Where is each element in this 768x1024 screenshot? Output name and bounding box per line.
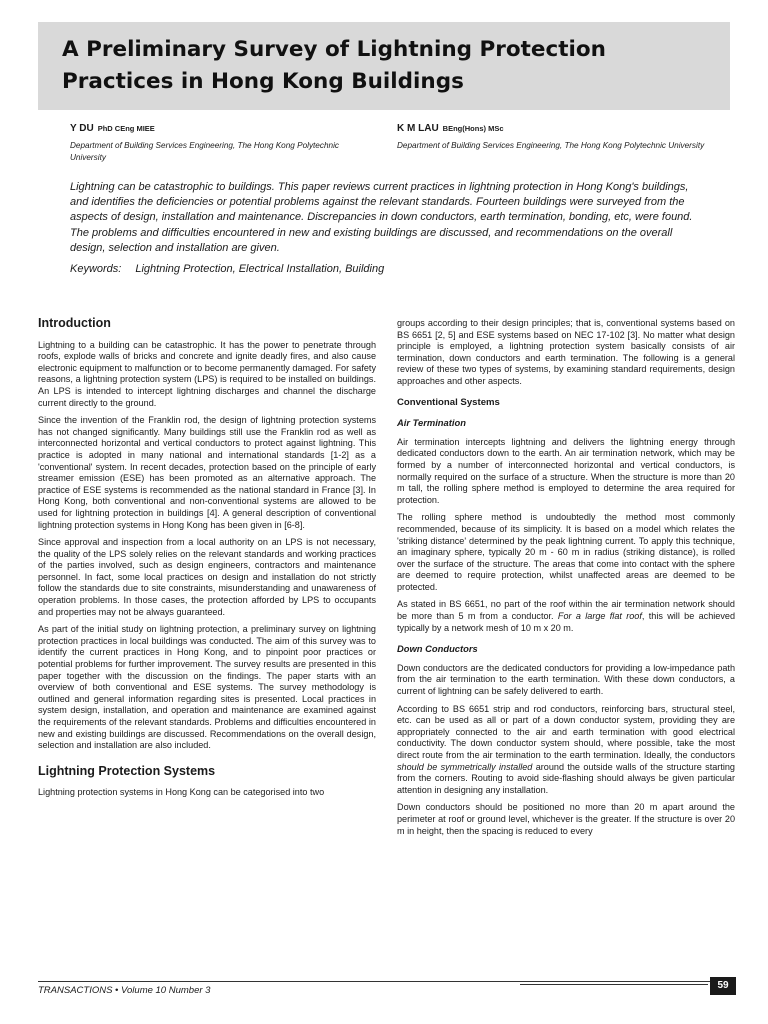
abstract: Lightning can be catastrophic to buildings. This paper reviews current practices in lightning protection in Hong Kong's buildings, and identifies the deficiencies or potential problems against the relevant standards. Fourteen buildings were surveyed from the aspects of design, installation and maintenance. Discrepancies in down conductors, earth termination, bonding, etc, were found. The problems and difficulties encountered in new and existing buildings are discussed, and recommendations on the overall design, selection and installation are given.: [70, 181, 693, 254]
author-name: K M LAU: [397, 123, 439, 134]
italic-run: For a large flat roof: [557, 611, 642, 622]
journal-name: TRANSACTIONS • Volume 10 Number 3: [38, 985, 211, 996]
paragraph: The rolling sphere method is undoubtedly the method most commonly recommended, because of its simplicity. It is based on a model which relates the 'striking distance' determined by the peak lightning current. To apply this technique, an imaginary sphere, typically 20 m - 60 m in radius (striking distance), is rolled over the surface of the structure. The areas that come into contact with the sphere are deemed to require protection, whilst unaffected areas are deemed to be protected.: [397, 512, 735, 592]
paragraph: Lightning to a building can be catastrophic. It has the power to penetrate through roofs, explode walls of bricks and concrete and ignite deadly fires, and also cause electronic equipment to malfunction or to become permanently damaged. For safety reasons, a lightning protection system (LPS) is required to be installed on buildings. An LPS is intended to intercept lightning discharges and channel the discharge current directly to the ground.: [38, 339, 376, 408]
text-run: According to BS 6651 strip and rod conductors, reinforcing bars, structural steel, etc. can be used as all or part of a down conductor system, providing they are appropriately connected to the air and earth termination with good electrical conductivity. The down conductor system should, where possible, take the most direct route from the air termination to the earth termination. Ideally, the conductors: [397, 703, 735, 760]
subsubsection-heading-down-conductors: Down Conductors: [397, 643, 478, 655]
italic-run: should be symmetrically installed: [397, 761, 533, 772]
footer-rule-secondary: [520, 984, 708, 985]
text-run: , this will be achieved typically by a network mesh of 10 m x 20 m.: [397, 611, 735, 633]
author-degrees: BEng(Hons) MSc: [442, 124, 504, 133]
author-name: Y DU: [70, 123, 94, 134]
right-column: [397, 318, 735, 843]
keywords-list: Lightning Protection, Electrical Installation, Building: [135, 263, 385, 275]
paragraph: Down conductors should be positioned no more than 20 m apart around the perimeter at roof or ground level, whichever is the greater. If the structure is over 20 m in height, then the spacing is reduced to every: [397, 802, 735, 836]
text-run: As stated in BS 6651, no part of the roof within the air termination network should be more than 5 m from a conductor.: [397, 599, 735, 622]
paragraph: As part of the initial study on lightning protection, a preliminary survey on lightning protection practices in local buildings was conducted. The aim of this survey was to identify the current practices in Hong Kong, and to pinpoint poor practices or potential problems for further improvement. The survey results are presented in this paper together with the discussion on the findings. The paper starts with an overview of both conventional and ESE systems. The survey methodology is outlined and general information regarding sites is presented. Local practices in system design, installation, and operation and maintenance are examined against the requirements of the relevant standards. Problems and difficulties encountered in new and existing buildings are discussed. Recommendations on the overall design, selection and installation are also included.: [38, 624, 376, 751]
page-number: 59: [710, 977, 736, 995]
author-1: [70, 123, 155, 134]
paper-title: A Preliminary Survey of Lightning Protection Practices in Hong Kong Buildings: [62, 37, 606, 94]
keywords-label: Keywords:: [70, 263, 122, 275]
left-column: [38, 318, 376, 805]
paragraph: Lightning protection systems in Hong Kong can be categorised into two: [38, 787, 325, 798]
subsubsection-heading-air-termination: Air Termination: [397, 417, 466, 429]
paragraph: Down conductors are the dedicated conductors for providing a low-impedance path from the air termination to the earth termination. With these down conductors, a current of lightning can be safely delivered to earth.: [397, 662, 735, 697]
paragraph: Since approval and inspection from a local authority on an LPS is not necessary, the quality of the LPS solely relies on the relevant standards and working practices of the parties involved, such as design engineers, contractors and maintenance personnel. In fact, some local practices on design and installation do not strictly follow the standards due to site constraints, misunderstanding and unawareness of operation problems. In those cases, the protection afforded by LPS to occupants and properties may not be always guaranteed.: [38, 537, 376, 617]
section-heading-introduction: Introduction: [38, 316, 111, 330]
author-2: [397, 123, 504, 134]
author-1-affiliation: Department of Building Services Engineering, The Hong Kong Polytechnic University: [70, 141, 339, 162]
paragraph: [397, 599, 735, 634]
text-run: around the outside walls of the structure starting from the corners. Routing to avoid side-flashing should always be given particular attention in designing any installation.: [397, 761, 735, 795]
section-heading-lps: Lightning Protection Systems: [38, 763, 216, 778]
author-degrees: PhD CEng MIEE: [97, 124, 155, 133]
author-2-affiliation: Department of Building Services Engineering, The Hong Kong Polytechnic University: [397, 141, 705, 150]
paragraph: Air termination intercepts lightning and delivers the lightning energy through dedicated conductors down to the earth. An air termination network, which may be formed by a number of interconnected horizontal and vertical conductors, is normally required on the surface of a structure. When the structure is more than 20 m tall, the rolling sphere method is employed to determine the area required for protection.: [397, 436, 735, 505]
subsection-heading-conventional: Conventional Systems: [397, 396, 500, 408]
paragraph: groups according to their design principles; that is, conventional systems based on BS 6651 [2, 5] and ESE systems based on NEC 17-102 [3]. No matter what design principle is employed, a lightning protection system basically consists of air termination, down conductors and earth termination. The following is a general review of these two types of systems, by examining standard requirements, design approaches and other aspects.: [397, 318, 735, 386]
paragraph: [397, 704, 735, 797]
footer-rule: [38, 981, 730, 982]
keywords: [70, 263, 384, 275]
paragraph: Since the invention of the Franklin rod, the design of lightning protection systems has not changed significantly. Many buildings still use the Franklin rod as well as interconnected horizontal and vertical conductors to protect against lightning. This practice is adopted in many national and international standards [1-2] as a 'conventional' system. In recent decades, protection based on the principle of early streamer emission (ESE) has been promoted as an alternative approach. The practice of ESE systems is recommended as the national standard in France [3]. In Hong Kong, both conventional and non-conventional systems are allowed to be used for lightning protection in buildings [4]. A general description of conventional lightning protection systems in Hong Kong has been given in [6-8].: [38, 415, 376, 530]
